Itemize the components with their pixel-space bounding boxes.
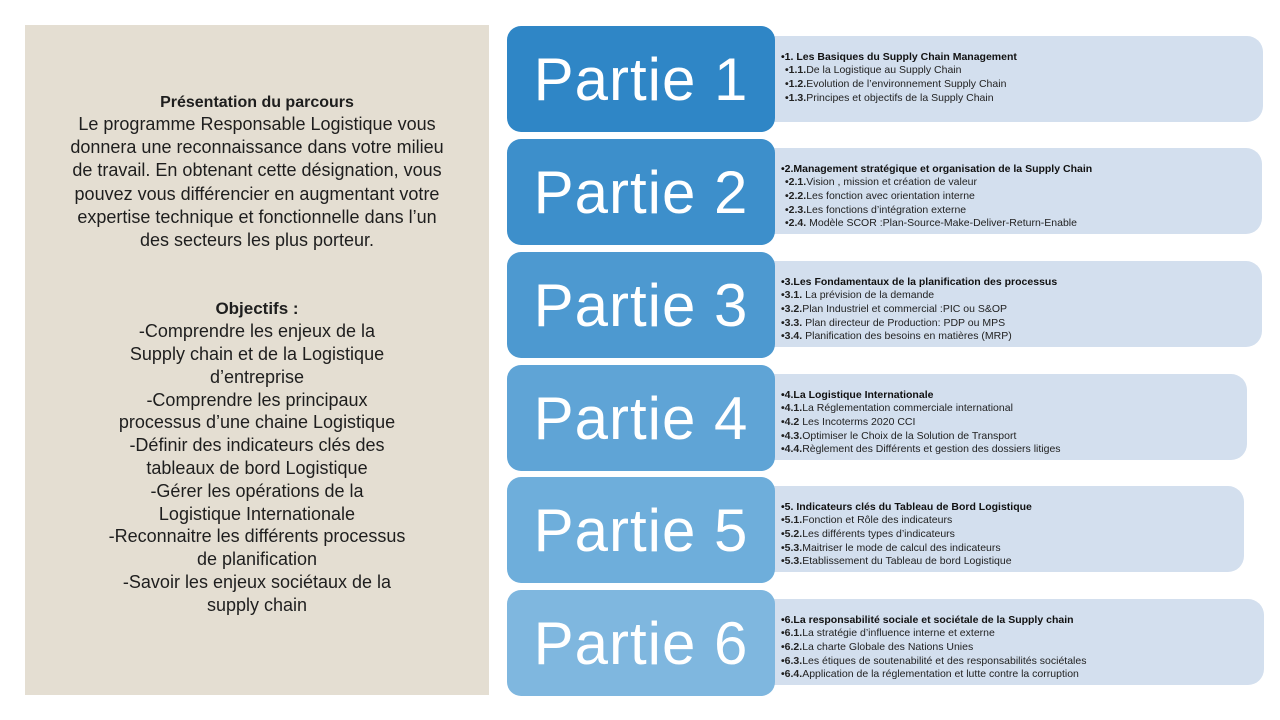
part-subsection-item — [781, 92, 1263, 106]
subsection-number: •5.3. — [781, 555, 803, 568]
part-label-chip: Partie 4 — [507, 365, 775, 471]
objective-line: Supply chain et de la Logistique — [129, 344, 385, 365]
part-section-title: •4.La Logistique Internationale — [781, 389, 934, 401]
subsection-text: La stratégie d’influence interne et externe — [802, 627, 995, 639]
subsection-number: •3.4. — [781, 330, 803, 343]
objective-line: -Définir des indicateurs clés des — [129, 435, 385, 456]
objective-line: -Gérer les opérations de la — [150, 480, 364, 501]
subsection-text: Application de la réglementation et lutte contre la corruption — [802, 668, 1079, 681]
subsection-number: •1.3. — [785, 91, 807, 104]
subsection-text: Fonction et Rôle des indicateurs — [802, 514, 953, 526]
subsection-text: Les Incoterms 2020 CCI — [799, 415, 916, 428]
subsection-text: Etablissement du Tableau de bord Logistique — [802, 555, 1012, 568]
objective-line: d’entreprise — [209, 366, 305, 387]
part-subsection-item — [781, 330, 1262, 344]
part-section-title: •2.Management stratégique et organisation de la Supply Chain — [781, 163, 1093, 175]
part-subsection-item — [781, 555, 1244, 569]
subsection-number: •6.1. — [781, 627, 803, 639]
part-subsection-item — [781, 668, 1264, 682]
subsection-number: •3.2. — [781, 302, 803, 315]
part-subsection-item — [781, 78, 1263, 92]
part-subsection-item — [781, 64, 1263, 78]
subsection-number: •6.3. — [781, 654, 803, 667]
presentation-panel — [25, 25, 489, 695]
part-subsection-item — [781, 542, 1244, 556]
subsection-text: Principes et objectifs de la Supply Chain — [806, 91, 994, 104]
part-subsection-item — [781, 443, 1247, 457]
objective-line: -Savoir les enjeux sociétaux de la — [122, 571, 392, 592]
subsection-text: De la Logistique au Supply Chain — [806, 64, 962, 76]
subsection-number: •2.1. — [785, 176, 807, 188]
subsection-text: Optimiser le Choix de la Solution de Transport — [802, 429, 1017, 442]
presentation-text: Le programme Responsable Logistique vous donnera une reconnaissance dans votre milieu de travail. En obtenant cette désignation, vous pouvez vous différencier en augmentant votre expertise technique et fonctionnelle dans l’un des secteurs les plus porteur. — [70, 114, 444, 251]
part-subsection-item — [781, 528, 1244, 542]
subsection-number: •2.2. — [785, 189, 807, 202]
subsection-number: •6.2. — [781, 640, 803, 653]
part-subsection-item — [781, 430, 1247, 444]
part-label-chip: Partie 5 — [507, 477, 775, 583]
subsection-number: •3.1. — [781, 289, 803, 301]
part-subsection-item — [781, 641, 1264, 655]
subsection-number: •5.1. — [781, 514, 803, 526]
subsection-text: La Réglementation commerciale international — [802, 402, 1013, 414]
part-details-panel — [755, 36, 1263, 122]
subsection-number: •4.4. — [781, 443, 803, 456]
subsection-text: Les différents types d’indicateurs — [802, 527, 955, 540]
subsection-number: •2.3. — [785, 203, 807, 216]
subsection-text: Vision , mission et création de valeur — [806, 176, 978, 188]
part-subsection-item — [781, 416, 1247, 430]
part-subsection-item — [781, 217, 1262, 231]
part-subsection-item — [781, 514, 1244, 528]
presentation-title: Présentation du parcours — [160, 94, 354, 111]
presentation-content — [25, 93, 489, 617]
part-label-chip: Partie 1 — [507, 26, 775, 132]
part-label-chip: Partie 6 — [507, 590, 775, 696]
subsection-number: •4.2 — [781, 415, 800, 428]
subsection-text: Règlement des Différents et gestion des dossiers litiges — [802, 443, 1061, 456]
part-details-panel — [755, 148, 1262, 234]
subsection-text: Les fonction avec orientation interne — [806, 189, 975, 202]
part-subsection-item — [781, 402, 1247, 416]
part-subsection-item — [781, 176, 1262, 190]
part-section-title: •3.Les Fondamentaux de la planification des processus — [781, 276, 1058, 288]
objective-line: Logistique Internationale — [158, 503, 356, 524]
objective-line: -Comprendre les principaux — [146, 389, 368, 410]
objective-line: -Comprendre les enjeux de la — [138, 321, 376, 342]
part-subsection-item — [781, 317, 1262, 331]
objective-line: -Reconnaitre les différents processus — [108, 526, 406, 547]
part-details-panel — [755, 486, 1244, 572]
objectives-title: Objectifs : — [215, 299, 299, 319]
part-subsection-item — [781, 190, 1262, 204]
part-subsection-item — [781, 204, 1262, 218]
part-section-title: •6.La responsabilité sociale et sociétale de la Supply chain — [781, 614, 1074, 626]
part-section-title: •5. Indicateurs clés du Tableau de Bord Logistique — [781, 501, 1032, 513]
subsection-number: •3.3. — [781, 316, 803, 329]
objective-line: de planification — [196, 549, 318, 570]
subsection-number: •5.2. — [781, 527, 803, 540]
part-subsection-item — [781, 655, 1264, 669]
subsection-number: •1.2. — [785, 77, 807, 90]
subsection-text: Modèle SCOR :Plan-Source-Make-Deliver-Return-Enable — [806, 217, 1077, 230]
objective-line: processus d’une chaine Logistique — [118, 412, 396, 433]
subsection-number: •5.3. — [781, 541, 803, 554]
subsection-number: •4.1. — [781, 402, 803, 414]
part-label-chip: Partie 3 — [507, 252, 775, 358]
subsection-text: Les fonctions d’intégration externe — [806, 203, 967, 216]
part-label-chip: Partie 2 — [507, 139, 775, 245]
subsection-text: Plan directeur de Production: PDP ou MPS — [802, 316, 1006, 329]
subsection-number: •4.3. — [781, 429, 803, 442]
part-details-panel — [755, 374, 1247, 460]
part-subsection-item — [781, 303, 1262, 317]
subsection-text: Plan Industriel et commercial :PIC ou S&OP — [802, 302, 1008, 315]
subsection-text: Maitriser le mode de calcul des indicateurs — [802, 541, 1001, 554]
objective-line: tableaux de bord Logistique — [146, 458, 368, 478]
subsection-text: Les étiques de soutenabilité et des responsabilités sociétales — [802, 654, 1087, 667]
part-subsection-item — [781, 289, 1262, 303]
subsection-number: •1.1. — [785, 64, 807, 76]
objectives-list — [25, 320, 489, 616]
subsection-number: •6.4. — [781, 668, 803, 681]
subsection-number: •2.4. — [785, 217, 807, 230]
part-subsection-item — [781, 627, 1264, 641]
objective-line: supply chain — [206, 594, 308, 615]
subsection-text: La charte Globale des Nations Unies — [802, 640, 974, 653]
part-details-panel — [755, 599, 1264, 685]
subsection-text: Evolution de l’environnement Supply Chain — [806, 77, 1007, 90]
part-section-title: •1. Les Basiques du Supply Chain Management — [781, 51, 1017, 63]
subsection-text: Planification des besoins en matières (MRP) — [802, 330, 1012, 343]
subsection-text: La prévision de la demande — [802, 289, 935, 301]
part-details-panel — [755, 261, 1262, 347]
